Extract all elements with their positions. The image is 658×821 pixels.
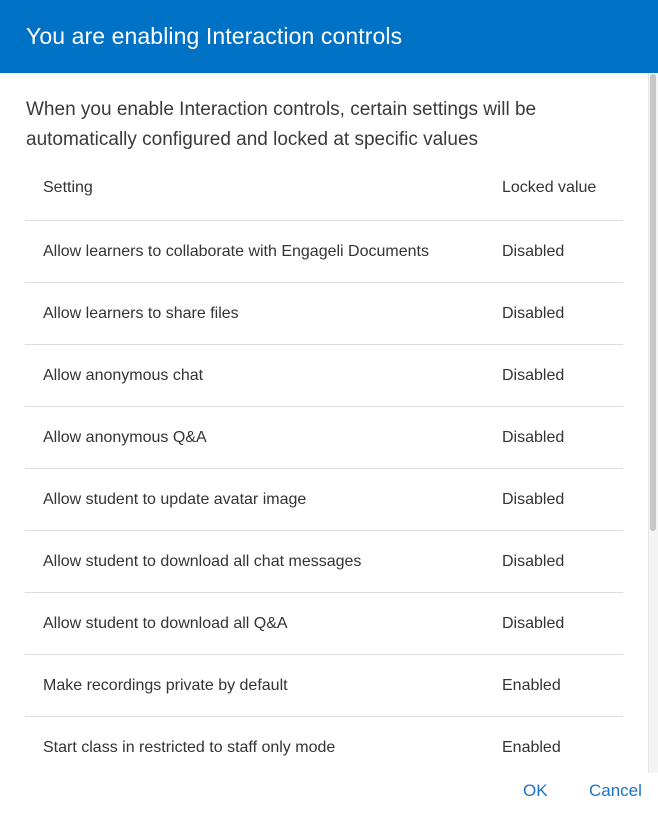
dialog-footer bbox=[0, 773, 648, 821]
locked-value: Disabled bbox=[502, 243, 565, 260]
dialog-intro-text: When you enable Interaction controls, certain settings will be automatically configured and locked at specific values bbox=[26, 99, 537, 150]
locked-value: Disabled bbox=[502, 553, 565, 570]
setting-name: Allow anonymous Q&A bbox=[43, 429, 207, 446]
table-row bbox=[25, 655, 623, 717]
locked-value: Disabled bbox=[502, 305, 565, 322]
column-header-setting: Setting bbox=[43, 179, 93, 196]
setting-name: Allow anonymous chat bbox=[43, 367, 204, 384]
setting-name: Allow student to update avatar image bbox=[43, 491, 307, 508]
table-header-row bbox=[25, 158, 623, 221]
table-row bbox=[25, 531, 623, 593]
locked-value: Disabled bbox=[502, 429, 565, 446]
setting-name: Allow learners to collaborate with Engageli Documents bbox=[43, 243, 429, 260]
table-row bbox=[25, 469, 623, 531]
dialog-title: You are enabling Interaction controls bbox=[26, 23, 403, 49]
locked-value: Enabled bbox=[502, 739, 561, 756]
setting-name: Start class in restricted to staff only mode bbox=[43, 739, 336, 756]
table-row bbox=[25, 407, 623, 469]
table-row bbox=[25, 717, 623, 778]
setting-name: Allow learners to share files bbox=[43, 305, 239, 322]
setting-name: Make recordings private by default bbox=[43, 677, 288, 694]
dialog-header bbox=[0, 0, 658, 73]
table-row bbox=[25, 221, 623, 283]
table-row bbox=[25, 345, 623, 407]
table-row bbox=[25, 593, 623, 655]
setting-name: Allow student to download all Q&A bbox=[43, 615, 288, 632]
table-row bbox=[25, 283, 623, 345]
locked-value: Disabled bbox=[502, 491, 565, 508]
locked-value: Enabled bbox=[502, 677, 561, 694]
locked-value: Disabled bbox=[502, 615, 565, 632]
column-header-locked-value: Locked value bbox=[502, 179, 597, 196]
locked-value: Disabled bbox=[502, 367, 565, 384]
ok-button[interactable]: OK bbox=[523, 781, 548, 800]
scrollbar-thumb[interactable] bbox=[650, 74, 656, 531]
locked-settings-table bbox=[25, 158, 623, 778]
setting-name: Allow student to download all chat messages bbox=[43, 553, 362, 570]
cancel-button[interactable]: Cancel bbox=[589, 781, 642, 800]
